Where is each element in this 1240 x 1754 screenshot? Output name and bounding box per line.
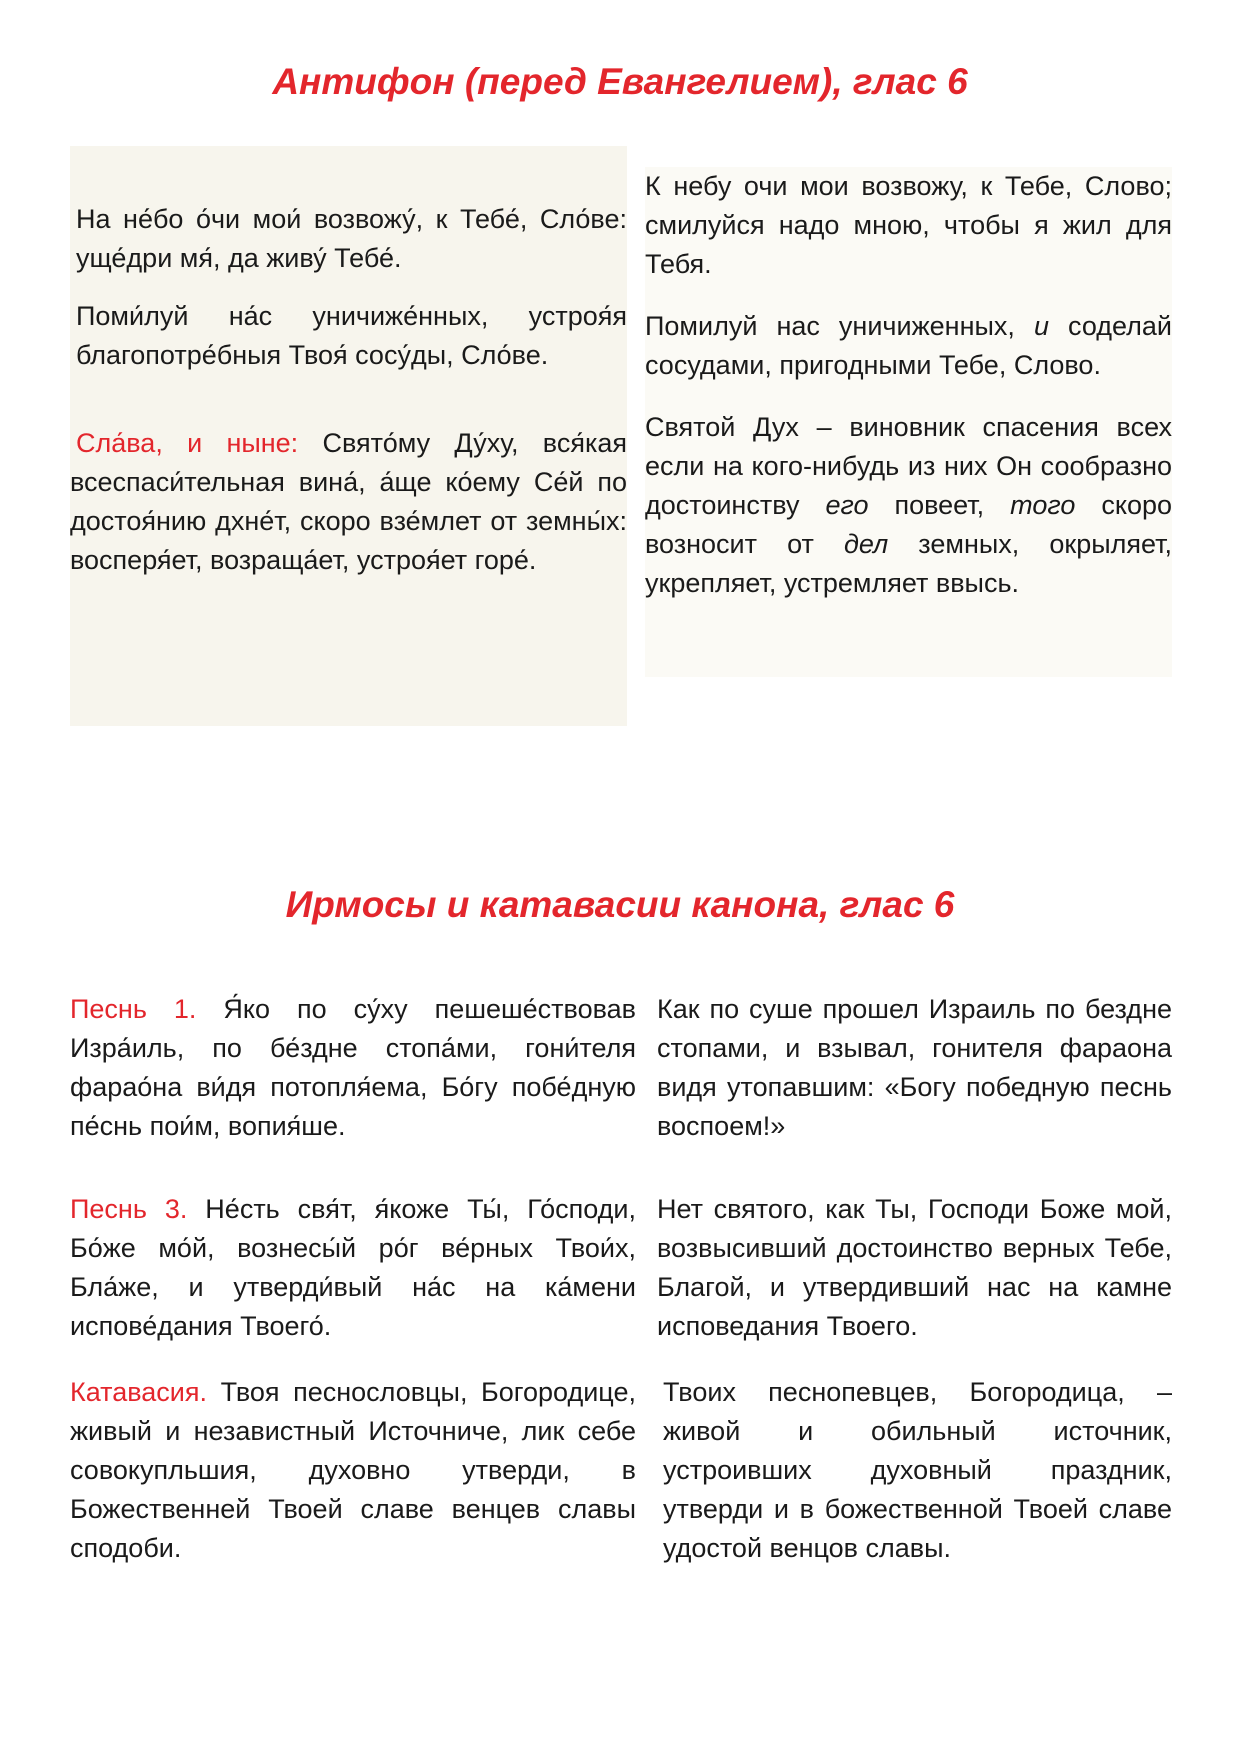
antiphon-cs-paragraph-3 bbox=[70, 424, 627, 580]
song1-label: Песнь 1. bbox=[70, 994, 197, 1024]
song1-cs-text bbox=[70, 990, 636, 1146]
antiphon-ru-paragraph-2 bbox=[645, 307, 1172, 385]
song1-ru-block bbox=[657, 990, 1172, 1146]
katavasia-cs-body: Твоя песнословцы, Богородице, живый и независтный Источниче, лик себе совокупльшия, духовно утверди, в Божественней Твоей славе венцев славы сподоби. bbox=[70, 1377, 636, 1563]
antiphon-cs-paragraph-2: Поми́луй на́с уничиже́нных, устроя́я благопотре́бныя Твоя́ сосу́ды, Сло́ве. bbox=[76, 301, 627, 370]
song3-ru-block bbox=[657, 1190, 1172, 1346]
antiphon-russian-panel bbox=[645, 167, 1172, 677]
katavasia-label: Катавасия. bbox=[70, 1377, 207, 1407]
ru-p3-italic-2: того bbox=[1010, 490, 1076, 520]
ru-p2-text-a: Помилуй нас уничиженных, bbox=[645, 311, 1034, 341]
glory-text: Свято́му Ду́ху, вся́кая всеспаси́тельная вина́, а́ще ко́ему Се́й по достоя́нию дхне́т, скоро взе́млет от земны́х: восперя́ет, возраща́ет, устроя́ет горе́. bbox=[70, 428, 627, 575]
ru-p3-text-g: земных, окрыляет, укрепляет, устремляет ввысь. bbox=[645, 529, 1172, 598]
ru-p3-text-a: Святой Дух – виновник спасения всех если на кого-нибудь из них Он сообразно достоинству bbox=[645, 412, 1172, 520]
song3-cs-body: Не́сть свя́т, я́коже Ты́, Го́споди, Бо́же мо́й, вознесы́й ро́г ве́рных Твои́х, Бла́же, и утверди́вый на́с на ка́мени испове́дания Твоего́. bbox=[70, 1194, 636, 1341]
ru-p2-italic: и bbox=[1033, 311, 1049, 341]
song3-cs-text bbox=[70, 1190, 636, 1346]
song1-cs-body: Я́ко по су́ху пешеше́ствовав Изра́иль, по бе́здне стопа́ми, гони́теля фарао́на ви́дя потопля́ема, Бо́гу побе́дную пе́снь пои́м, вопия́ше. bbox=[70, 994, 636, 1141]
song3-cs-block bbox=[70, 1190, 636, 1346]
ru-p3-italic-1: его bbox=[825, 490, 869, 520]
song1-ru-text: Как по суше прошел Израиль по бездне стопами, и взывал, гонителя фараона видя утопавшим: «Богу победную песнь воспоем!» bbox=[657, 994, 1172, 1141]
katavasia-ru-block bbox=[657, 1373, 1172, 1568]
ru-p2-text-c: соделай сосудами, пригодными Тебе, Слово. bbox=[645, 311, 1172, 380]
antiphon-church-slavonic-panel bbox=[70, 146, 627, 726]
antiphon-title: Антифон (перед Евангелием), глас 6 bbox=[272, 61, 968, 102]
ru-p3-text-c: повеет, bbox=[868, 490, 1011, 520]
song3-label: Песнь 3. bbox=[70, 1194, 188, 1224]
antiphon-ru-paragraph-1: К небу очи мои возвожу, к Тебе, Слово; смилуйся надо мною, чтобы я жил для Тебя. bbox=[645, 171, 1172, 279]
katavasia-cs-text bbox=[70, 1373, 636, 1568]
antiphon-ru-paragraph-3 bbox=[645, 408, 1172, 603]
song1-cs-block bbox=[70, 990, 636, 1146]
antiphon-cs-paragraph-1: На не́бо о́чи мои́ возвожу́, к Тебе́, Сло́ве: уще́дри мя́, да живу́ Тебе́. bbox=[76, 204, 627, 273]
ru-p3-italic-3: дел bbox=[843, 529, 889, 559]
song3-ru-text: Нет святого, как Ты, Господи Боже мой, возвысивший достоинство верных Тебе, Благой, и утвердивший нас на камне исповедания Твоего. bbox=[657, 1194, 1172, 1341]
irmos-title: Ирмосы и катавасии канона, глас 6 bbox=[285, 884, 955, 925]
katavasia-ru-text: Твоих песнопевцев, Богородица, – живой и обильный источник, устроивших духовный праздник, утверди и в божественной Твоей славе удостой венцов славы. bbox=[663, 1377, 1172, 1563]
katavasia-cs-block bbox=[70, 1373, 636, 1568]
ru-p3-text-e: скоро возносит от bbox=[645, 490, 1172, 559]
glory-label: Сла́ва, и ныне: bbox=[76, 428, 299, 458]
